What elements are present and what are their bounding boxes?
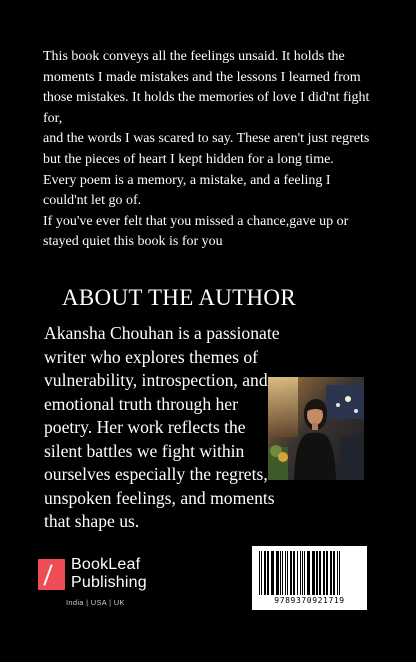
blurb-paragraph-2: and the words I was scared to say. These aren't just regrets but the pieces of heart I kept hidden for a long time. <box>43 131 370 167</box>
barcode-bar <box>271 551 274 595</box>
barcode-bar <box>304 551 305 595</box>
blurb-paragraph-3: Every poem is a memory, a mistake, and a feeling I could'nt let go of. <box>43 172 331 209</box>
back-cover-blurb <box>43 47 373 253</box>
barcode-bar <box>300 551 301 595</box>
publisher-logo <box>38 558 178 610</box>
barcode-bar <box>337 551 338 595</box>
barcode-bar <box>339 551 340 595</box>
isbn-barcode <box>252 546 367 610</box>
barcode-bar <box>259 551 260 595</box>
barcode-bar <box>280 551 281 595</box>
blurb-paragraph-4: If you've ever felt that you missed a chance,gave up or stayed quiet this book is for you <box>43 213 349 250</box>
blurb-paragraph-1: This book conveys all the feelings unsaid. It holds the moments I made mistakes and the lessons I learned from those mistakes. It holds the memories of love I did'nt fight for, <box>43 49 370 126</box>
barcode-bar <box>316 551 318 595</box>
author-photo <box>268 377 364 480</box>
barcode-bar <box>307 551 310 595</box>
publisher-logo-icon <box>38 559 65 590</box>
publisher-regions: India | USA | UK <box>66 598 125 607</box>
isbn-number: 9789370921719 <box>274 596 345 605</box>
barcode-bar <box>290 551 292 595</box>
barcode-bars <box>257 551 362 595</box>
barcode-bar <box>293 551 295 595</box>
barcode-bar <box>267 551 269 595</box>
barcode-bar <box>302 551 303 595</box>
barcode-bar <box>326 551 328 595</box>
barcode-bar <box>287 551 288 595</box>
publisher-name-line2: Publishing <box>71 574 147 591</box>
barcode-bar <box>333 551 335 595</box>
author-photo-image <box>268 377 364 480</box>
barcode-bar <box>297 551 298 595</box>
barcode-bar <box>264 551 266 595</box>
barcode-bar <box>282 551 283 595</box>
barcode-bar <box>319 551 321 595</box>
author-bio: Akansha Chouhan is a passionate writer who explores themes of vulnerability, introspection, and emotional truth through her poetry. Her work reflects the silent battles we fight within ourselves especially the regrets, unspoken feelings, and moments that shape us. <box>44 323 280 531</box>
barcode-bar <box>285 551 286 595</box>
barcode-bar <box>330 551 332 595</box>
about-author-heading: ABOUT THE AUTHOR <box>62 285 296 310</box>
barcode-bar <box>276 551 279 595</box>
slash-icon <box>43 564 52 585</box>
barcode-bar <box>312 551 315 595</box>
barcode-bar <box>323 551 325 595</box>
publisher-name-line1: BookLeaf <box>71 556 141 573</box>
barcode-bar <box>261 551 262 595</box>
